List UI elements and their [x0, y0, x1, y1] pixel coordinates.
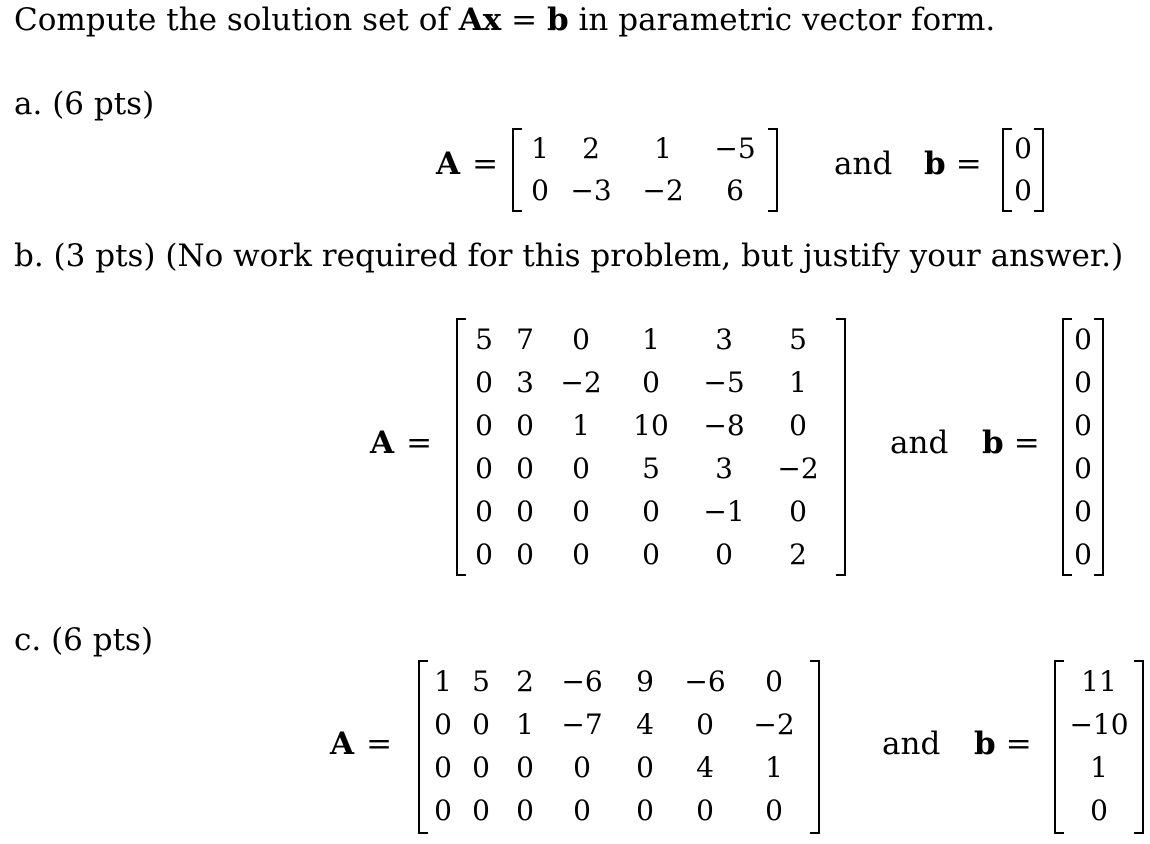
title-prefix: Compute the solution set of: [14, 2, 459, 38]
matrix-entry: 0: [1074, 365, 1092, 399]
matrix-entry: 0: [472, 750, 490, 784]
matrix-entry: 0: [696, 707, 714, 741]
part-c-and: and: [882, 726, 941, 762]
matrix-entry: 0: [636, 793, 654, 827]
part-c-matrix-A: [418, 660, 820, 834]
matrix-entry: 0: [1074, 451, 1092, 485]
matrix-entry: 1: [531, 132, 549, 165]
right-bracket: [810, 660, 820, 834]
part-a-A-grid: [522, 128, 768, 212]
matrix-entry: 3: [715, 451, 733, 485]
matrix-entry: 0: [475, 451, 493, 485]
part-c-equals: =: [366, 726, 393, 762]
part-a-A-symbol: A: [436, 146, 461, 182]
part-b-equals: =: [406, 425, 433, 461]
matrix-entry: −1: [703, 494, 745, 528]
matrix-entry: −2: [642, 174, 684, 207]
matrix-entry: 0: [765, 793, 783, 827]
matrix-entry: 1: [765, 750, 783, 784]
part-a-b-symbol: b: [924, 146, 946, 182]
matrix-entry: 2: [516, 664, 534, 698]
right-bracket: [1034, 128, 1044, 212]
right-bracket: [768, 128, 778, 212]
part-b-b-grid: [1072, 318, 1094, 576]
matrix-entry: 0: [642, 537, 660, 571]
part-b-vector-b: [1062, 318, 1104, 576]
matrix-entry: −8: [703, 408, 745, 442]
matrix-entry: 0: [789, 494, 807, 528]
left-bracket: [512, 128, 522, 212]
part-b-A-grid: [466, 318, 836, 576]
matrix-entry: 0: [434, 793, 452, 827]
matrix-entry: 1: [642, 322, 660, 356]
matrix-entry: 2: [789, 537, 807, 571]
title-b: b: [546, 2, 569, 38]
part-b-and: and: [890, 425, 949, 461]
left-bracket: [1054, 660, 1064, 834]
part-a-label: a. (6 pts): [14, 86, 155, 122]
matrix-entry: 1: [654, 132, 672, 165]
part-a-matrix-A: [512, 128, 778, 212]
matrix-entry: 0: [1014, 132, 1032, 165]
part-b-label: b. (3 pts) (No work required for this problem, but justify your answer.): [14, 238, 1124, 274]
matrix-entry: 1: [789, 365, 807, 399]
left-bracket: [418, 660, 428, 834]
matrix-entry: 0: [642, 494, 660, 528]
matrix-entry: 0: [516, 451, 534, 485]
matrix-entry: 4: [696, 750, 714, 784]
part-c-b-grid: [1064, 660, 1134, 834]
part-b-matrix-A: [456, 318, 846, 576]
matrix-entry: 0: [516, 793, 534, 827]
matrix-entry: 0: [636, 750, 654, 784]
matrix-entry: 0: [572, 494, 590, 528]
part-b-A-lhs: [370, 425, 432, 461]
right-bracket: [836, 318, 846, 576]
matrix-entry: 0: [475, 365, 493, 399]
part-c-label: c. (6 pts): [14, 622, 154, 658]
matrix-entry: 1: [572, 408, 590, 442]
matrix-entry: 7: [516, 322, 534, 356]
matrix-entry: 0: [472, 793, 490, 827]
part-a-and: and: [834, 146, 893, 182]
matrix-entry: 0: [573, 750, 591, 784]
matrix-entry: 0: [516, 408, 534, 442]
part-a-b-equals: =: [955, 146, 982, 182]
title-suffix: in parametric vector form.: [568, 2, 996, 38]
matrix-entry: −2: [753, 707, 795, 741]
matrix-entry: 1: [434, 664, 452, 698]
matrix-entry: −5: [714, 132, 756, 165]
problem-statement: [14, 2, 995, 38]
matrix-entry: 0: [475, 494, 493, 528]
title-ax: Ax: [458, 2, 502, 38]
matrix-entry: 0: [516, 494, 534, 528]
matrix-entry: −5: [703, 365, 745, 399]
matrix-entry: 0: [516, 537, 534, 571]
matrix-entry: 0: [1074, 322, 1092, 356]
part-c-A-lhs: [330, 726, 392, 762]
part-c-A-grid: [428, 660, 810, 834]
matrix-entry: 0: [475, 537, 493, 571]
part-c-vector-b: [1054, 660, 1144, 834]
matrix-entry: 0: [434, 750, 452, 784]
part-c-b-symbol: b: [974, 726, 996, 762]
matrix-entry: −3: [570, 174, 612, 207]
part-b-b-symbol: b: [982, 425, 1004, 461]
matrix-entry: 5: [642, 451, 660, 485]
matrix-entry: 6: [726, 174, 744, 207]
matrix-entry: 1: [1090, 750, 1108, 784]
matrix-entry: 5: [475, 322, 493, 356]
matrix-entry: 3: [715, 322, 733, 356]
matrix-entry: 0: [472, 707, 490, 741]
matrix-entry: 1: [516, 707, 534, 741]
matrix-entry: 5: [789, 322, 807, 356]
left-bracket: [456, 318, 466, 576]
part-a-b-grid: [1012, 128, 1034, 212]
part-b-b-equals: =: [1013, 425, 1040, 461]
matrix-entry: 10: [633, 408, 669, 442]
matrix-entry: 9: [636, 664, 654, 698]
matrix-entry: −2: [777, 451, 819, 485]
matrix-entry: 2: [582, 132, 600, 165]
matrix-entry: 0: [475, 408, 493, 442]
matrix-entry: −7: [561, 707, 603, 741]
matrix-entry: 3: [516, 365, 534, 399]
left-bracket: [1062, 318, 1072, 576]
matrix-entry: 4: [636, 707, 654, 741]
matrix-entry: 0: [573, 793, 591, 827]
matrix-entry: 0: [765, 664, 783, 698]
matrix-entry: 0: [1074, 494, 1092, 528]
part-c-b-lhs: [974, 726, 1032, 762]
matrix-entry: 0: [1014, 174, 1032, 207]
part-c-b-equals: =: [1005, 726, 1032, 762]
matrix-entry: 0: [1090, 793, 1108, 827]
matrix-entry: 0: [516, 750, 534, 784]
part-a-vector-b: [1002, 128, 1044, 212]
matrix-entry: −2: [560, 365, 602, 399]
matrix-entry: 0: [1074, 537, 1092, 571]
matrix-entry: 5: [472, 664, 490, 698]
left-bracket: [1002, 128, 1012, 212]
title-eq: =: [501, 2, 547, 38]
matrix-entry: 0: [1074, 408, 1092, 442]
part-b-A-symbol: A: [370, 425, 395, 461]
right-bracket: [1134, 660, 1144, 834]
part-b-b-lhs: [982, 425, 1040, 461]
part-a-equals: =: [472, 146, 499, 182]
matrix-entry: 0: [789, 408, 807, 442]
matrix-entry: −6: [561, 664, 603, 698]
matrix-entry: 0: [715, 537, 733, 571]
matrix-entry: 0: [531, 174, 549, 207]
matrix-entry: 0: [642, 365, 660, 399]
part-a-A-lhs: [436, 146, 498, 182]
matrix-entry: 0: [572, 322, 590, 356]
right-bracket: [1094, 318, 1104, 576]
part-a-b-lhs: [924, 146, 982, 182]
matrix-entry: −10: [1069, 707, 1129, 741]
matrix-entry: −6: [684, 664, 726, 698]
matrix-entry: 0: [696, 793, 714, 827]
matrix-entry: 11: [1081, 664, 1117, 698]
matrix-entry: 0: [572, 537, 590, 571]
matrix-entry: 0: [434, 707, 452, 741]
part-c-A-symbol: A: [330, 726, 355, 762]
matrix-entry: 0: [572, 451, 590, 485]
